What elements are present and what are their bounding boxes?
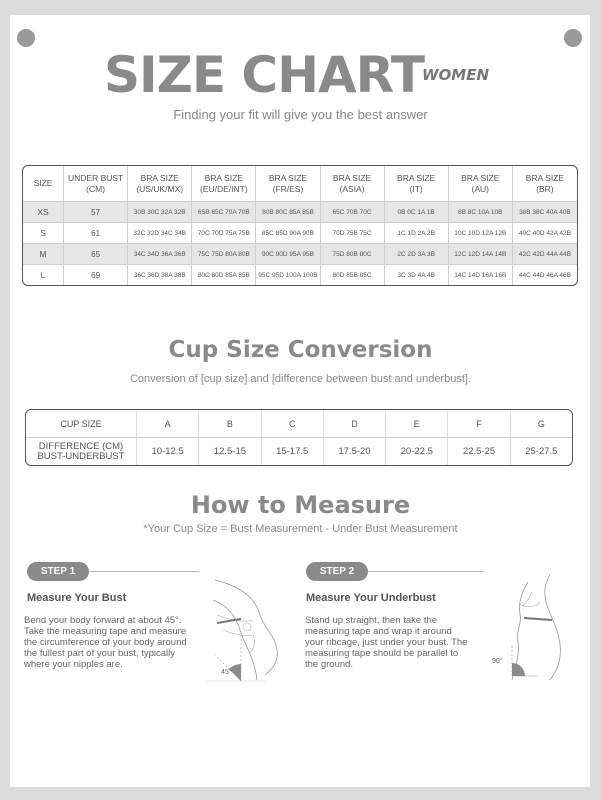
difference-label-line: DIFFERENCE (CM) xyxy=(38,440,124,452)
cup-cell: B xyxy=(198,410,260,438)
size-chart-table xyxy=(22,165,578,286)
bra-size-cell: 65C 70B 70C xyxy=(321,202,385,223)
size-cell: L xyxy=(23,265,64,285)
size-cell: XS xyxy=(23,202,64,223)
table-row xyxy=(23,265,577,285)
col-header xyxy=(128,166,192,202)
bra-size-cell: 40C 40D 42A 42B xyxy=(513,223,577,244)
difference-cell: 15-17.5 xyxy=(261,438,323,465)
bra-size-cell: 30B 30C 32A 32B xyxy=(128,202,192,223)
col-header-line: BRA SIZE xyxy=(397,172,436,183)
step2-underbust-illustration xyxy=(488,572,576,682)
col-header-line: (AU) xyxy=(471,183,490,194)
step2-text-line: measuring tape and wrap it around xyxy=(305,626,452,637)
pin-left xyxy=(17,29,35,47)
step1-text-line: the circumference of your body around xyxy=(24,637,187,648)
table-row xyxy=(23,202,577,223)
step2-title: Measure Your Underbust xyxy=(306,592,436,604)
bra-size-cell: 90C 90D 95A 95B xyxy=(256,244,320,265)
bra-size-cell: 36C 36D 38A 38B xyxy=(128,265,192,285)
step2-divider xyxy=(368,571,484,572)
step1-badge: STEP 1 xyxy=(27,562,89,581)
underbust-cell: 65 xyxy=(64,244,128,265)
difference-cell: 17.5-20 xyxy=(323,438,385,465)
cup-cell: E xyxy=(385,410,447,438)
step1-text xyxy=(24,615,201,670)
cup-size-table xyxy=(25,409,573,466)
bra-size-cell: 70C 70D 75A 75B xyxy=(192,223,256,244)
step1-title: Measure Your Bust xyxy=(27,592,127,604)
step2-angle-label: 90° xyxy=(492,658,503,665)
col-header-line: (EU/DE/INT) xyxy=(199,183,248,194)
step2-text-line: the ground. xyxy=(305,659,354,670)
step2-text-line: measuring tape should be parallel to xyxy=(305,648,459,659)
bra-size-cell: 3C 3D 4A 4B xyxy=(385,265,449,285)
difference-label-line: BUST-UNDERBUST xyxy=(37,450,125,462)
col-header-line: SIZE xyxy=(33,178,53,188)
difference-cell: 10-12.5 xyxy=(136,438,198,465)
step2-text-line: your ribcage, just under your bust. The xyxy=(305,637,468,648)
step2-badge: STEP 2 xyxy=(306,562,368,581)
cup-size-label: CUP SIZE xyxy=(26,410,136,438)
difference-cell: 20-22.5 xyxy=(385,438,447,465)
cup-cell: G xyxy=(510,410,572,438)
underbust-cell: 69 xyxy=(64,265,128,285)
step2-text-line: Stand up straight, then take the xyxy=(305,615,438,626)
difference-row xyxy=(26,438,572,465)
underbust-cell: 61 xyxy=(64,223,128,244)
bra-size-cell: 80C 80D 85A 85B xyxy=(192,265,256,285)
women-tag: WOMEN xyxy=(422,66,490,84)
bra-size-cell: 12C 12D 14A 14B xyxy=(449,244,513,265)
bra-size-cell: 1C 1D 2A 2B xyxy=(385,223,449,244)
step1-text-line: the fullest part of your bust, typically xyxy=(24,648,176,659)
step1-divider xyxy=(89,571,199,572)
bra-size-cell: 34C 34D 36A 36B xyxy=(128,244,192,265)
col-header xyxy=(449,166,513,202)
bra-size-cell: 14C 14D 16A 16B xyxy=(449,265,513,285)
bra-size-cell: 8B 8C 10A 10B xyxy=(449,202,513,223)
col-header xyxy=(321,166,385,202)
bra-size-cell: 2C 2D 3A 3B xyxy=(385,244,449,265)
bra-size-cell: 95C 95D 100A 100B xyxy=(256,265,320,285)
page-title: SIZE CHART xyxy=(104,46,425,104)
col-header-line: (CM) xyxy=(86,183,106,194)
bra-size-cell: 85C 85D 90A 90B xyxy=(256,223,320,244)
bra-size-cell: 10C 10D 12A 12B xyxy=(449,223,513,244)
pin-right xyxy=(564,29,582,47)
difference-cell: 22.5-25 xyxy=(447,438,509,465)
cup-conversion-note: Conversion of [cup size] and [difference between bust and underbust]. xyxy=(129,373,472,385)
how-to-measure-note: *Your Cup Size = Bust Measurement - Under Bust Measurement xyxy=(143,523,458,535)
step1-text-line: Take the measuring tape and measure xyxy=(24,626,187,637)
col-header-line: BRA SIZE xyxy=(140,172,179,183)
col-header xyxy=(256,166,320,202)
bra-size-cell: 44C 44D 46A 46B xyxy=(518,271,571,279)
step1-text-line: Bend your body forward at about 45°. xyxy=(24,615,182,626)
col-header-line: BRA SIZE xyxy=(268,172,308,183)
bra-size-cell: 75D 80B 80C xyxy=(321,244,385,265)
bra-size-cell: 80D 85B 85C xyxy=(321,265,385,285)
col-header xyxy=(385,166,449,202)
col-header-line: (BR) xyxy=(536,183,554,194)
step1-text-line: where your nipples are. xyxy=(24,659,123,670)
table-row xyxy=(23,244,577,265)
col-header-line: (ASIA) xyxy=(339,183,365,194)
bra-size-cell: 70D 75B 75C xyxy=(321,223,385,244)
bra-size-cell: 75C 75D 80A 80B xyxy=(192,244,256,265)
col-header-line: UNDER BUST xyxy=(67,172,124,183)
col-header-line: (IT) xyxy=(409,183,423,194)
col-header-line: BRA SIZE xyxy=(461,172,500,183)
col-header-line: BRA SIZE xyxy=(332,172,372,183)
col-header-line: BRA SIZE xyxy=(204,172,243,183)
cup-cell: A xyxy=(136,410,198,438)
cup-conversion-title: Cup Size Conversion xyxy=(168,337,433,363)
col-header xyxy=(192,166,256,202)
underbust-cell: 57 xyxy=(64,202,128,223)
step1-bust-illustration xyxy=(205,575,295,687)
how-to-measure-title: How to Measure xyxy=(190,491,411,519)
cup-cell: C xyxy=(261,410,323,438)
bra-size-cell: 80B 80C 85A 85B xyxy=(256,202,320,223)
size-table-header xyxy=(23,166,577,202)
cup-size-row xyxy=(26,410,572,438)
bra-size-cell: 32C 32D 34C 34B xyxy=(128,223,192,244)
col-header-line: (FR/ES) xyxy=(272,183,304,194)
step1-angle-label: 45° xyxy=(221,669,232,676)
bra-size-cell: 0B 0C 1A 1B xyxy=(385,202,449,223)
table-row xyxy=(23,223,577,244)
difference-cell: 12.5-15 xyxy=(198,438,260,465)
size-cell: S xyxy=(23,223,64,244)
size-cell: M xyxy=(23,244,64,265)
col-header-line: (US/UK/MX) xyxy=(136,183,184,194)
col-header xyxy=(23,166,64,202)
col-header xyxy=(64,166,128,202)
page-subtitle: Finding your fit will give you the best answer xyxy=(173,107,428,122)
bra-size-cell: 42C 42D 44A 44B xyxy=(513,244,577,265)
difference-cell: 25-27.5 xyxy=(510,438,572,465)
cup-cell: D xyxy=(323,410,385,438)
bra-size-cell: 65B 65C 70A 70B xyxy=(192,202,256,223)
difference-label xyxy=(26,438,136,465)
col-header-line: BRA SIZE xyxy=(525,172,565,183)
bra-size-cell: 38B 38C 40A 40B xyxy=(513,202,577,223)
cup-cell: F xyxy=(447,410,509,438)
step2-text xyxy=(305,615,480,670)
col-header xyxy=(513,166,577,202)
